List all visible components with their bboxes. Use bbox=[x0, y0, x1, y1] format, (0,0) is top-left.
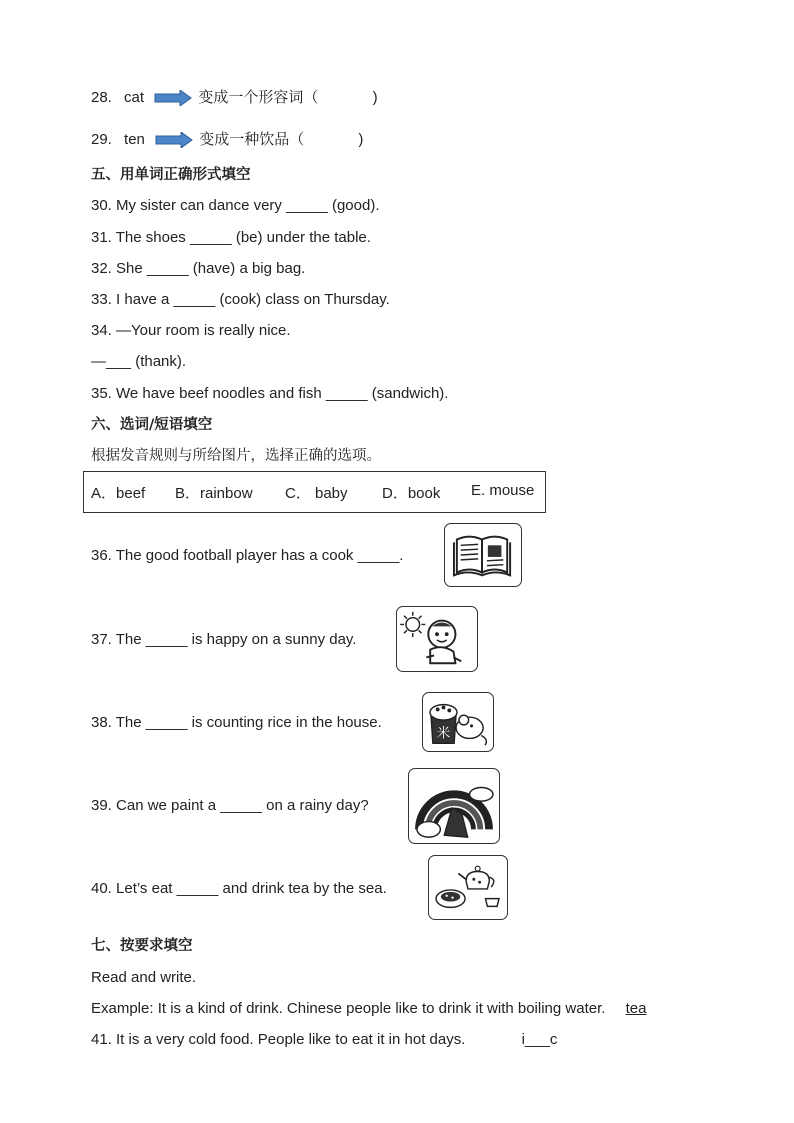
option-b: B．rainbow bbox=[175, 485, 253, 502]
svg-text:米: 米 bbox=[436, 725, 451, 742]
question-39: 39. Can we paint a _____ on a rainy day? bbox=[91, 797, 369, 814]
q29-prompt: 变成一种饮品（ bbox=[199, 130, 305, 148]
arrow-icon bbox=[155, 132, 193, 148]
question-40: 40. Let’s eat _____ and drink tea by the sea. bbox=[91, 880, 387, 897]
q29-blank-close: ) bbox=[358, 131, 364, 148]
question-34-reply: —___ (thank). bbox=[91, 353, 187, 370]
section-6-instruction: 根据发音规则与所给图片，选择正确的选项。 bbox=[91, 448, 381, 464]
q28-prompt: 变成一个形容词（ bbox=[198, 88, 319, 106]
question-31: 31. The shoes _____ (be) under the table. bbox=[91, 229, 371, 246]
question-36: 36. The good football player has a cook _____. bbox=[91, 547, 404, 564]
arrow-icon bbox=[154, 90, 192, 106]
example-line bbox=[91, 999, 646, 1019]
option-a: A．beef bbox=[91, 485, 146, 502]
q28-word: cat bbox=[124, 89, 145, 106]
mouse-rice-picture bbox=[422, 692, 494, 752]
question-28 bbox=[91, 87, 378, 108]
section-5-heading: 五、用单词正确形式填空 bbox=[91, 167, 251, 183]
question-35: 35. We have beef noodles and fish _____ (sandwich). bbox=[91, 385, 449, 402]
option-d: D．book bbox=[382, 485, 441, 502]
question-29 bbox=[91, 129, 363, 150]
q28-number: 28. bbox=[91, 89, 112, 106]
q28-blank-close: ) bbox=[372, 89, 378, 106]
section-6-heading: 六、选词/短语填空 bbox=[91, 417, 213, 433]
option-c: C． baby bbox=[285, 485, 348, 502]
section-7-heading: 七、按要求填空 bbox=[91, 938, 193, 954]
question-34: 34. —Your room is really nice. bbox=[91, 322, 291, 339]
section-7-instruction: Read and write. bbox=[91, 969, 197, 986]
question-30: 30. My sister can dance very _____ (good). bbox=[91, 197, 380, 214]
question-41 bbox=[91, 1030, 557, 1050]
q41-text: 41. It is a very cold food. People like to eat it in hot days. bbox=[91, 1031, 466, 1048]
book-picture bbox=[444, 523, 522, 587]
rainbow-picture bbox=[408, 768, 500, 844]
example-answer: tea bbox=[625, 1000, 647, 1017]
question-38: 38. The _____ is counting rice in the house. bbox=[91, 714, 382, 731]
q29-number: 29. bbox=[91, 131, 112, 148]
question-37: 37. The _____ is happy on a sunny day. bbox=[91, 631, 357, 648]
food-teapot-picture bbox=[428, 855, 508, 920]
question-32: 32. She _____ (have) a big bag. bbox=[91, 260, 306, 277]
example-text: Example: It is a kind of drink. Chinese people like to drink it with boiling water. bbox=[91, 1000, 606, 1017]
q41-answer-blank: i___c bbox=[521, 1031, 558, 1048]
baby-sun-picture bbox=[396, 606, 478, 672]
q29-word: ten bbox=[124, 131, 145, 148]
option-e: E. mouse bbox=[471, 482, 535, 499]
question-33: 33. I have a _____ (cook) class on Thursday. bbox=[91, 291, 390, 308]
